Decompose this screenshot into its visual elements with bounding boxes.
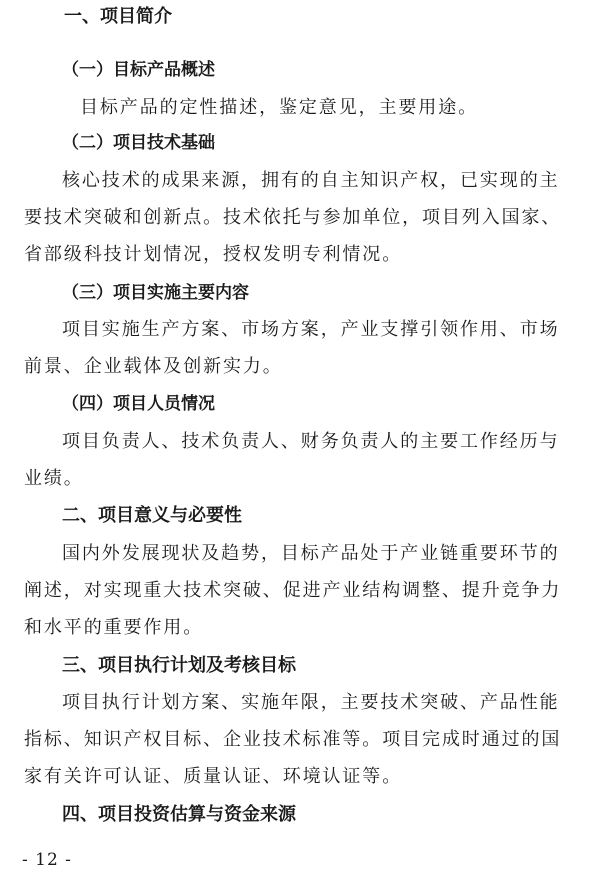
subsection-1-4-heading: （四）项目人员情况 <box>62 394 215 414</box>
paragraph-line: 要技术突破和创新点。技术依托与参加单位，项目列入国家、 <box>24 207 562 228</box>
section-4-heading: 四、项目投资估算与资金来源 <box>62 804 296 825</box>
paragraph-line: 和水平的重要作用。 <box>24 617 204 638</box>
paragraph-line: 业绩。 <box>24 468 84 489</box>
paragraph-line: 项目实施生产方案、市场方案，产业支撑引领作用、市场 <box>62 319 560 340</box>
paragraph-line: 目标产品的定性描述，鉴定意见，主要用途。 <box>80 97 478 118</box>
subsection-1-3-heading: （三）项目实施主要内容 <box>62 283 249 303</box>
paragraph-line: 国内外发展现状及趋势，目标产品处于产业链重要环节的 <box>62 543 560 564</box>
section-3-heading: 三、项目执行计划及考核目标 <box>62 655 296 676</box>
paragraph-line: 核心技术的成果来源，拥有的自主知识产权，已实现的主 <box>62 170 560 191</box>
paragraph-line: 项目负责人、技术负责人、财务负责人的主要工作经历与 <box>62 431 560 452</box>
paragraph-line: 指标、知识产权目标、企业技术标准等。项目完成时通过的国 <box>24 729 562 750</box>
paragraph-line: 项目执行计划方案、实施年限，主要技术突破、产品性能 <box>62 692 560 713</box>
paragraph-line: 前景、企业载体及创新实力。 <box>24 356 283 377</box>
section-1-heading: 一、项目简介 <box>64 6 172 27</box>
page-number: - 12 - <box>22 850 72 870</box>
paragraph-line: 阐述，对实现重大技术突破、促进产业结构调整、提升竞争力 <box>24 580 562 601</box>
subsection-1-2-heading: （二）项目技术基础 <box>62 133 215 153</box>
subsection-1-1-heading: （一）目标产品概述 <box>62 60 215 80</box>
paragraph-line: 家有关许可认证、质量认证、环境认证等。 <box>24 766 403 787</box>
section-2-heading: 二、项目意义与必要性 <box>62 505 242 526</box>
paragraph-line: 省部级科技计划情况，授权发明专利情况。 <box>24 244 403 265</box>
